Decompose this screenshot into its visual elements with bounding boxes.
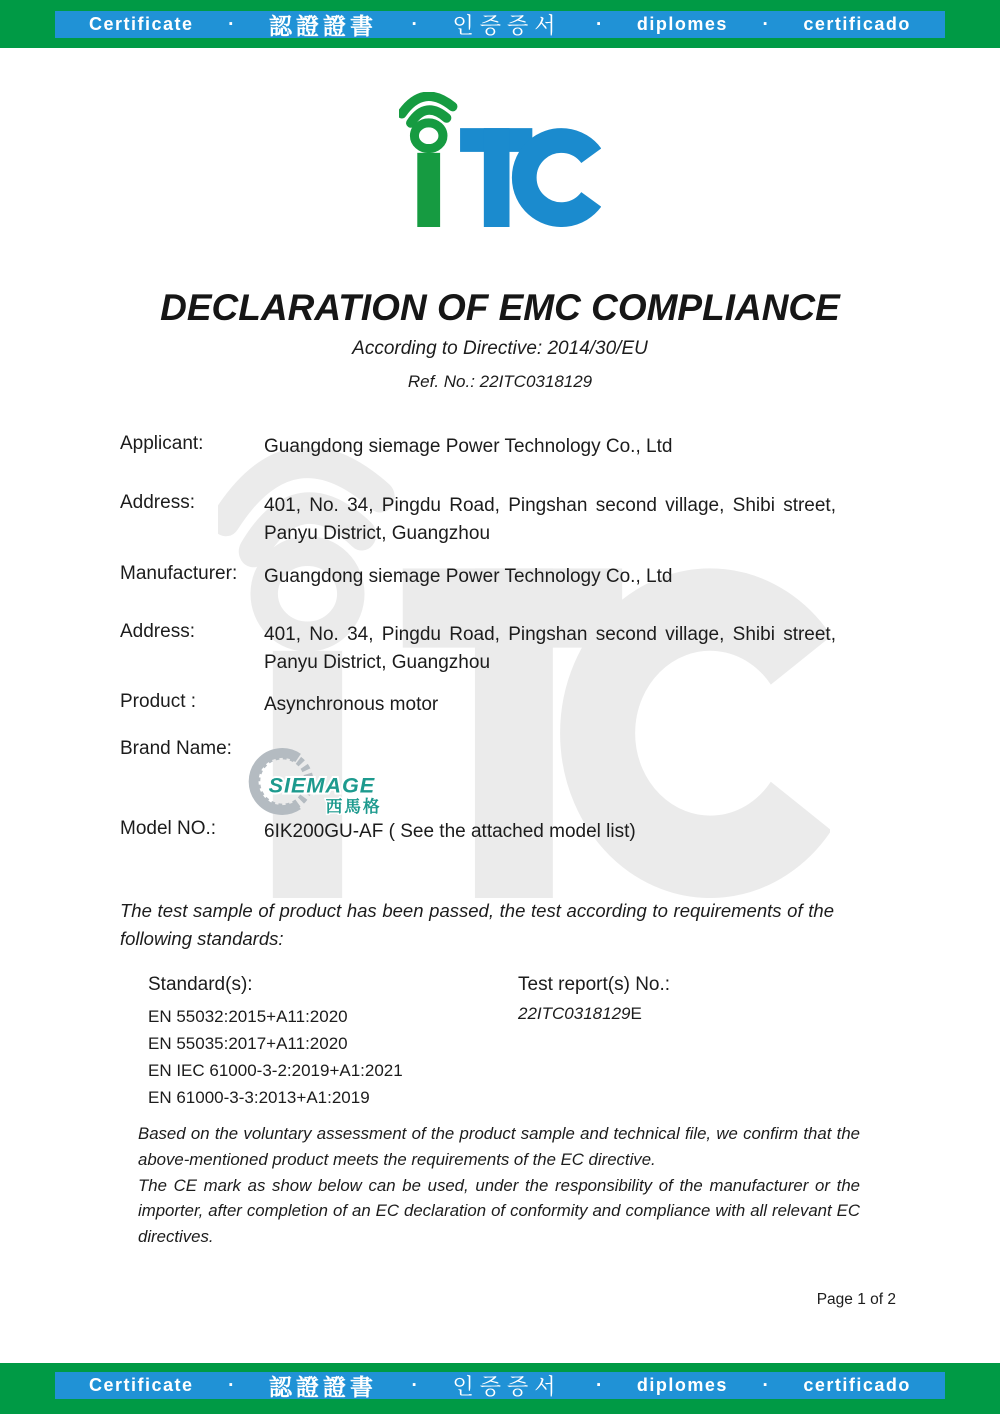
test-report-heading: Test report(s) No.: bbox=[518, 974, 671, 995]
field-label: Product : bbox=[120, 691, 197, 712]
field-label: Applicant: bbox=[120, 433, 204, 454]
bottom-banner-bar bbox=[55, 1372, 945, 1399]
field-value: 6IK200GU-AF ( See the attached model list) bbox=[264, 821, 636, 842]
directive-line: According to Directive: 2014/30/EU bbox=[352, 338, 648, 359]
test-statement: The test sample of product has been passed, the test according to requirements of the following standards: bbox=[120, 900, 834, 949]
logo-letter-c bbox=[524, 140, 591, 214]
standards-list bbox=[148, 1003, 403, 1111]
conclusion-paragraph-1: Based on the voluntary assessment of the product sample and technical file, we confirm that the above-mentioned product meets the requirements of the EC directive. bbox=[138, 1124, 860, 1169]
standard-item: EN 55035:2017+A11:2020 bbox=[148, 1034, 348, 1053]
banner-item-korean: 인증증서 bbox=[452, 13, 562, 38]
banner-separator-dot: · bbox=[411, 13, 418, 35]
banner-item-korean: 인증증서 bbox=[452, 1374, 562, 1399]
banner-separator-dot: · bbox=[228, 1374, 235, 1396]
siemage-brand-logo bbox=[247, 746, 419, 817]
banner-separator-dot: · bbox=[411, 1374, 418, 1396]
standard-item: EN 61000-3-3:2013+A1:2019 bbox=[148, 1088, 370, 1107]
field-label: Address: bbox=[120, 492, 195, 513]
top-banner bbox=[0, 0, 1000, 48]
banner-item-diplomes: diplomes bbox=[636, 1375, 728, 1395]
banner-separator-dot: · bbox=[762, 13, 769, 35]
brand-chinese-text: 西馬格 bbox=[325, 796, 382, 816]
test-report-number bbox=[518, 1004, 642, 1024]
field-value: Guangdong siemage Power Technology Co., Ltd bbox=[264, 436, 673, 457]
ref-number-line: Ref. No.: 22ITC0318129 bbox=[407, 372, 593, 391]
field-value: Asynchronous motor bbox=[264, 694, 439, 715]
itc-logo bbox=[399, 92, 601, 227]
conclusion-block bbox=[138, 1121, 860, 1250]
banner-item-certificado: certificado bbox=[803, 14, 911, 34]
field-value: 401, No. 34, Pingdu Road, Pingshan second village, Shibi street, Panyu District, Guangzhou bbox=[264, 495, 836, 544]
field-label: Model NO.: bbox=[120, 818, 217, 839]
page-title: DECLARATION OF EMC COMPLIANCE bbox=[160, 286, 840, 328]
field-value: 401, No. 34, Pingdu Road, Pingshan second village, Shibi street, Panyu District, Guangzhou bbox=[264, 624, 836, 673]
test-report-number-suffix: E bbox=[630, 1004, 642, 1023]
banner-separator-dot: · bbox=[762, 1374, 769, 1396]
conclusion-paragraph-2: The CE mark as show below can be used, under the responsibility of the manufacturer or the importer, after completion of an EC declaration of conformity and compliance with all relevant EC directives. bbox=[138, 1175, 860, 1247]
page-number: Page 1 of 2 bbox=[816, 1291, 896, 1308]
standard-item: EN IEC 61000-3-2:2019+A1:2021 bbox=[148, 1061, 403, 1080]
banner-separator-dot: · bbox=[596, 13, 603, 35]
field-label: Address: bbox=[120, 621, 195, 642]
field-label: Brand Name: bbox=[120, 738, 232, 759]
banner-item-chinese: 認證證書 bbox=[268, 1374, 377, 1400]
banner-item-chinese: 認證證書 bbox=[268, 13, 377, 39]
banner-separator-dot: · bbox=[228, 13, 235, 35]
bottom-banner bbox=[0, 1363, 1000, 1414]
banner-separator-dot: · bbox=[596, 1374, 603, 1396]
banner-item-certificate: Certificate bbox=[89, 1375, 194, 1395]
banner-item-diplomes: diplomes bbox=[636, 14, 728, 34]
field-label: Manufacturer: bbox=[120, 563, 238, 584]
wifi-signal-icon bbox=[400, 93, 454, 149]
standard-item: EN 55032:2015+A11:2020 bbox=[148, 1007, 348, 1026]
banner-item-certificate: Certificate bbox=[89, 14, 194, 34]
standards-heading: Standard(s): bbox=[148, 974, 253, 995]
top-banner-bar bbox=[55, 11, 945, 38]
banner-item-certificado: certificado bbox=[803, 1375, 911, 1395]
brand-text: SIEMAGE bbox=[268, 772, 376, 798]
logo-letter-i-stem bbox=[417, 153, 440, 227]
test-report-number-italic: 22ITC0318129 bbox=[518, 1004, 631, 1023]
field-value: Guangdong siemage Power Technology Co., Ltd bbox=[264, 566, 673, 587]
